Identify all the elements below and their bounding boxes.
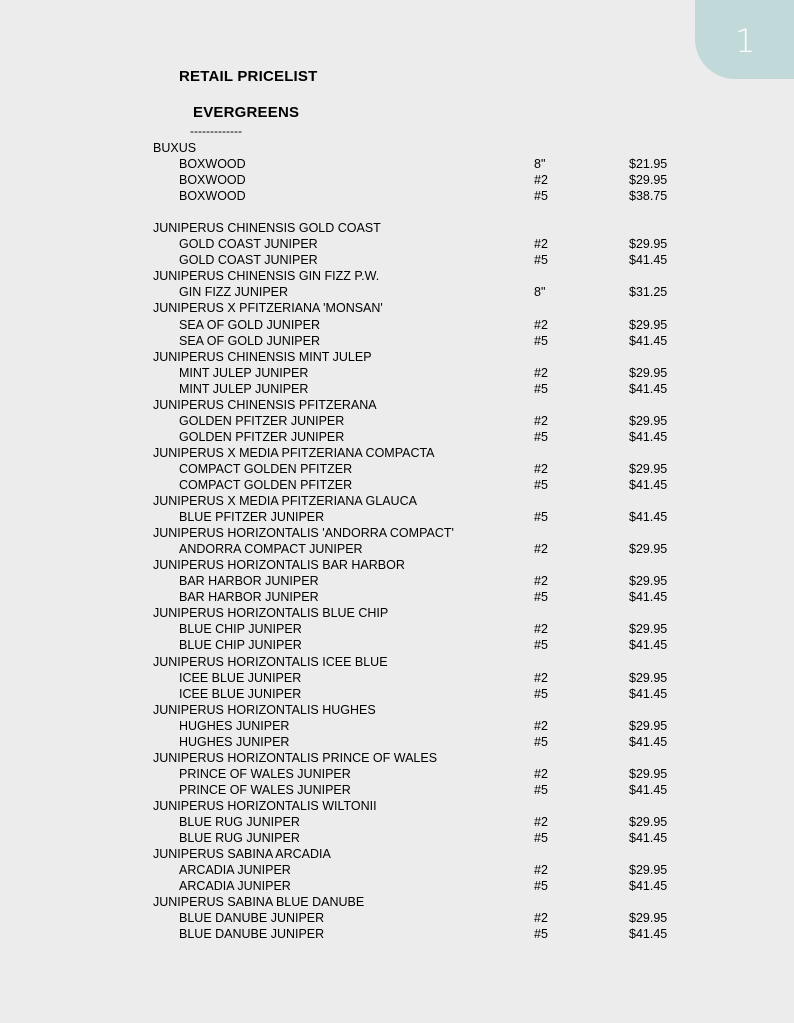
item-size: #2: [534, 814, 548, 829]
item-size: #2: [534, 317, 548, 332]
price-row: [0, 188, 794, 204]
item-size: #2: [534, 863, 548, 878]
item-size: #2: [534, 670, 548, 685]
price-row: [0, 766, 794, 782]
genus-heading: [0, 798, 794, 814]
item-size: #5: [534, 734, 548, 749]
item-name: GOLD COAST JUNIPER: [179, 237, 318, 252]
genus-heading: [0, 493, 794, 509]
item-size: #2: [534, 718, 548, 733]
item-price: $29.95: [629, 911, 668, 926]
item-price: $41.45: [629, 429, 668, 444]
genus-name: JUNIPERUS CHINENSIS GIN FIZZ P.W.: [153, 269, 380, 284]
genus-name: JUNIPERUS X PFITZERIANA 'MONSAN': [153, 301, 383, 316]
item-name: BLUE CHIP JUNIPER: [179, 638, 302, 653]
price-row: [0, 686, 794, 702]
section-heading: EVERGREENS: [193, 104, 300, 121]
price-row: [0, 782, 794, 798]
item-price: $29.95: [629, 718, 668, 733]
price-row: [0, 477, 794, 493]
item-price: $41.45: [629, 686, 668, 701]
item-price: $21.95: [629, 157, 668, 172]
price-row: [0, 589, 794, 605]
genus-heading: [0, 268, 794, 284]
item-price: $29.95: [629, 237, 668, 252]
item-size: 8": [534, 285, 546, 300]
price-row: [0, 509, 794, 525]
item-price: $29.95: [629, 863, 668, 878]
item-price: $29.95: [629, 814, 668, 829]
item-price: $41.45: [629, 831, 668, 846]
genus-heading: [0, 445, 794, 461]
genus-name: BUXUS: [153, 141, 197, 155]
item-name: SEA OF GOLD JUNIPER: [179, 317, 321, 332]
page-number-badge: [695, 0, 794, 79]
item-name: COMPACT GOLDEN PFITZER: [179, 461, 353, 476]
price-row: [0, 252, 794, 268]
item-name: BOXWOOD: [179, 189, 246, 204]
item-size: #2: [534, 766, 548, 781]
item-price: $41.45: [629, 879, 668, 894]
item-size: #5: [534, 638, 548, 653]
price-row: [0, 573, 794, 589]
genus-heading: [0, 525, 794, 541]
item-price: $29.95: [629, 317, 668, 332]
price-row: [0, 172, 794, 188]
item-price: $29.95: [629, 766, 668, 781]
item-price: $29.95: [629, 574, 668, 589]
item-name: GOLD COAST JUNIPER: [179, 253, 318, 268]
item-name: ICEE BLUE JUNIPER: [179, 686, 302, 701]
price-row: [0, 670, 794, 686]
genus-heading: [0, 846, 794, 862]
item-name: GOLDEN PFITZER JUNIPER: [179, 413, 345, 428]
item-name: MINT JULEP JUNIPER: [179, 365, 309, 380]
item-name: PRINCE OF WALES JUNIPER: [179, 766, 351, 781]
price-row: [0, 541, 794, 557]
section-separator: -------------: [190, 124, 242, 138]
item-size: #5: [534, 477, 548, 492]
item-size: #2: [534, 413, 548, 428]
price-row: [0, 621, 794, 637]
genus-heading: [0, 750, 794, 766]
item-price: $29.95: [629, 365, 668, 380]
item-size: #2: [534, 622, 548, 637]
item-name: BAR HARBOR JUNIPER: [179, 590, 319, 605]
item-name: BLUE DANUBE JUNIPER: [179, 911, 325, 926]
item-name: ARCADIA JUNIPER: [179, 863, 291, 878]
price-row: [0, 413, 794, 429]
item-name: ANDORRA COMPACT JUNIPER: [179, 542, 363, 557]
item-name: HUGHES JUNIPER: [179, 718, 290, 733]
item-price: $41.45: [629, 381, 668, 396]
item-size: #2: [534, 365, 548, 380]
item-size: #2: [534, 461, 548, 476]
item-size: #2: [534, 173, 548, 188]
genus-name: JUNIPERUS HORIZONTALIS 'ANDORRA COMPACT': [153, 526, 454, 541]
genus-name: JUNIPERUS SABINA ARCADIA: [153, 847, 331, 862]
price-row: [0, 878, 794, 894]
item-size: #5: [534, 782, 548, 797]
price-row: [0, 830, 794, 846]
item-price: $41.45: [629, 253, 668, 268]
genus-heading: [0, 300, 794, 316]
item-size: #2: [534, 542, 548, 557]
genus-heading: [0, 140, 794, 156]
genus-name: JUNIPERUS HORIZONTALIS WILTONII: [153, 798, 377, 813]
price-row: [0, 284, 794, 300]
price-row: [0, 718, 794, 734]
genus-name: JUNIPERUS CHINENSIS PFITZERANA: [153, 397, 377, 412]
price-row: [0, 734, 794, 750]
genus-name: JUNIPERUS X MEDIA PFITZERIANA GLAUCA: [153, 494, 417, 509]
item-price: $41.45: [629, 638, 668, 653]
item-name: GOLDEN PFITZER JUNIPER: [179, 429, 345, 444]
item-size: #5: [534, 381, 548, 396]
genus-name: JUNIPERUS CHINENSIS MINT JULEP: [153, 349, 372, 364]
item-price: $38.75: [629, 189, 668, 204]
genus-heading: [0, 397, 794, 413]
genus-name: JUNIPERUS HORIZONTALIS ICEE BLUE: [153, 654, 388, 669]
item-price: $29.95: [629, 670, 668, 685]
price-row: [0, 429, 794, 445]
item-price: $29.95: [629, 542, 668, 557]
item-size: #2: [534, 911, 548, 926]
item-name: HUGHES JUNIPER: [179, 734, 290, 749]
item-size: #5: [534, 879, 548, 894]
item-size: #5: [534, 189, 548, 204]
item-name: BLUE DANUBE JUNIPER: [179, 927, 325, 942]
genus-heading: [0, 894, 794, 910]
document-title: RETAIL PRICELIST: [179, 68, 318, 85]
price-row: [0, 637, 794, 653]
item-price: $29.95: [629, 461, 668, 476]
genus-heading: [0, 605, 794, 621]
spacer-row: [0, 204, 794, 220]
genus-name: JUNIPERUS X MEDIA PFITZERIANA COMPACTA: [153, 445, 435, 460]
item-name: COMPACT GOLDEN PFITZER: [179, 477, 353, 492]
price-list: [0, 140, 794, 942]
genus-heading: [0, 349, 794, 365]
genus-name: JUNIPERUS CHINENSIS GOLD COAST: [153, 221, 381, 236]
genus-name: JUNIPERUS HORIZONTALIS PRINCE OF WALES: [153, 750, 438, 765]
item-name: BLUE RUG JUNIPER: [179, 814, 300, 829]
price-row: [0, 156, 794, 172]
item-price: $29.95: [629, 173, 668, 188]
item-price: $31.25: [629, 285, 668, 300]
genus-heading: [0, 557, 794, 573]
item-name: GIN FIZZ JUNIPER: [179, 285, 289, 300]
genus-heading: [0, 654, 794, 670]
price-row: [0, 862, 794, 878]
price-row: [0, 365, 794, 381]
item-price: $29.95: [629, 413, 668, 428]
item-size: #5: [534, 686, 548, 701]
item-price: $41.45: [629, 734, 668, 749]
item-size: #5: [534, 253, 548, 268]
price-row: [0, 814, 794, 830]
item-size: #2: [534, 574, 548, 589]
item-size: #5: [534, 429, 548, 444]
price-row: [0, 910, 794, 926]
item-name: ICEE BLUE JUNIPER: [179, 670, 302, 685]
item-price: $41.45: [629, 333, 668, 348]
item-price: $29.95: [629, 622, 668, 637]
page-number: 1: [735, 22, 756, 60]
item-name: PRINCE OF WALES JUNIPER: [179, 782, 351, 797]
item-name: BLUE PFITZER JUNIPER: [179, 510, 325, 525]
item-size: 8": [534, 157, 546, 172]
item-size: #5: [534, 590, 548, 605]
genus-heading: [0, 220, 794, 236]
genus-name: JUNIPERUS HORIZONTALIS BAR HARBOR: [153, 558, 405, 573]
price-row: [0, 236, 794, 252]
item-size: #5: [534, 927, 548, 942]
item-price: $41.45: [629, 782, 668, 797]
genus-heading: [0, 702, 794, 718]
price-row: [0, 317, 794, 333]
item-name: SEA OF GOLD JUNIPER: [179, 333, 321, 348]
price-row: [0, 926, 794, 942]
item-name: BLUE CHIP JUNIPER: [179, 622, 302, 637]
price-row: [0, 381, 794, 397]
genus-name: JUNIPERUS SABINA BLUE DANUBE: [153, 895, 365, 910]
item-name: BOXWOOD: [179, 173, 246, 188]
item-size: #5: [534, 510, 548, 525]
price-row: [0, 333, 794, 349]
item-size: #5: [534, 831, 548, 846]
item-price: $41.45: [629, 477, 668, 492]
item-name: BAR HARBOR JUNIPER: [179, 574, 319, 589]
price-row: [0, 461, 794, 477]
genus-name: JUNIPERUS HORIZONTALIS BLUE CHIP: [153, 606, 389, 621]
item-name: MINT JULEP JUNIPER: [179, 381, 309, 396]
item-name: ARCADIA JUNIPER: [179, 879, 291, 894]
item-price: $41.45: [629, 510, 668, 525]
item-size: #2: [534, 237, 548, 252]
genus-name: JUNIPERUS HORIZONTALIS HUGHES: [153, 702, 376, 717]
item-name: BOXWOOD: [179, 157, 246, 172]
item-price: $41.45: [629, 590, 668, 605]
item-size: #5: [534, 333, 548, 348]
item-name: BLUE RUG JUNIPER: [179, 831, 300, 846]
item-price: $41.45: [629, 927, 668, 942]
